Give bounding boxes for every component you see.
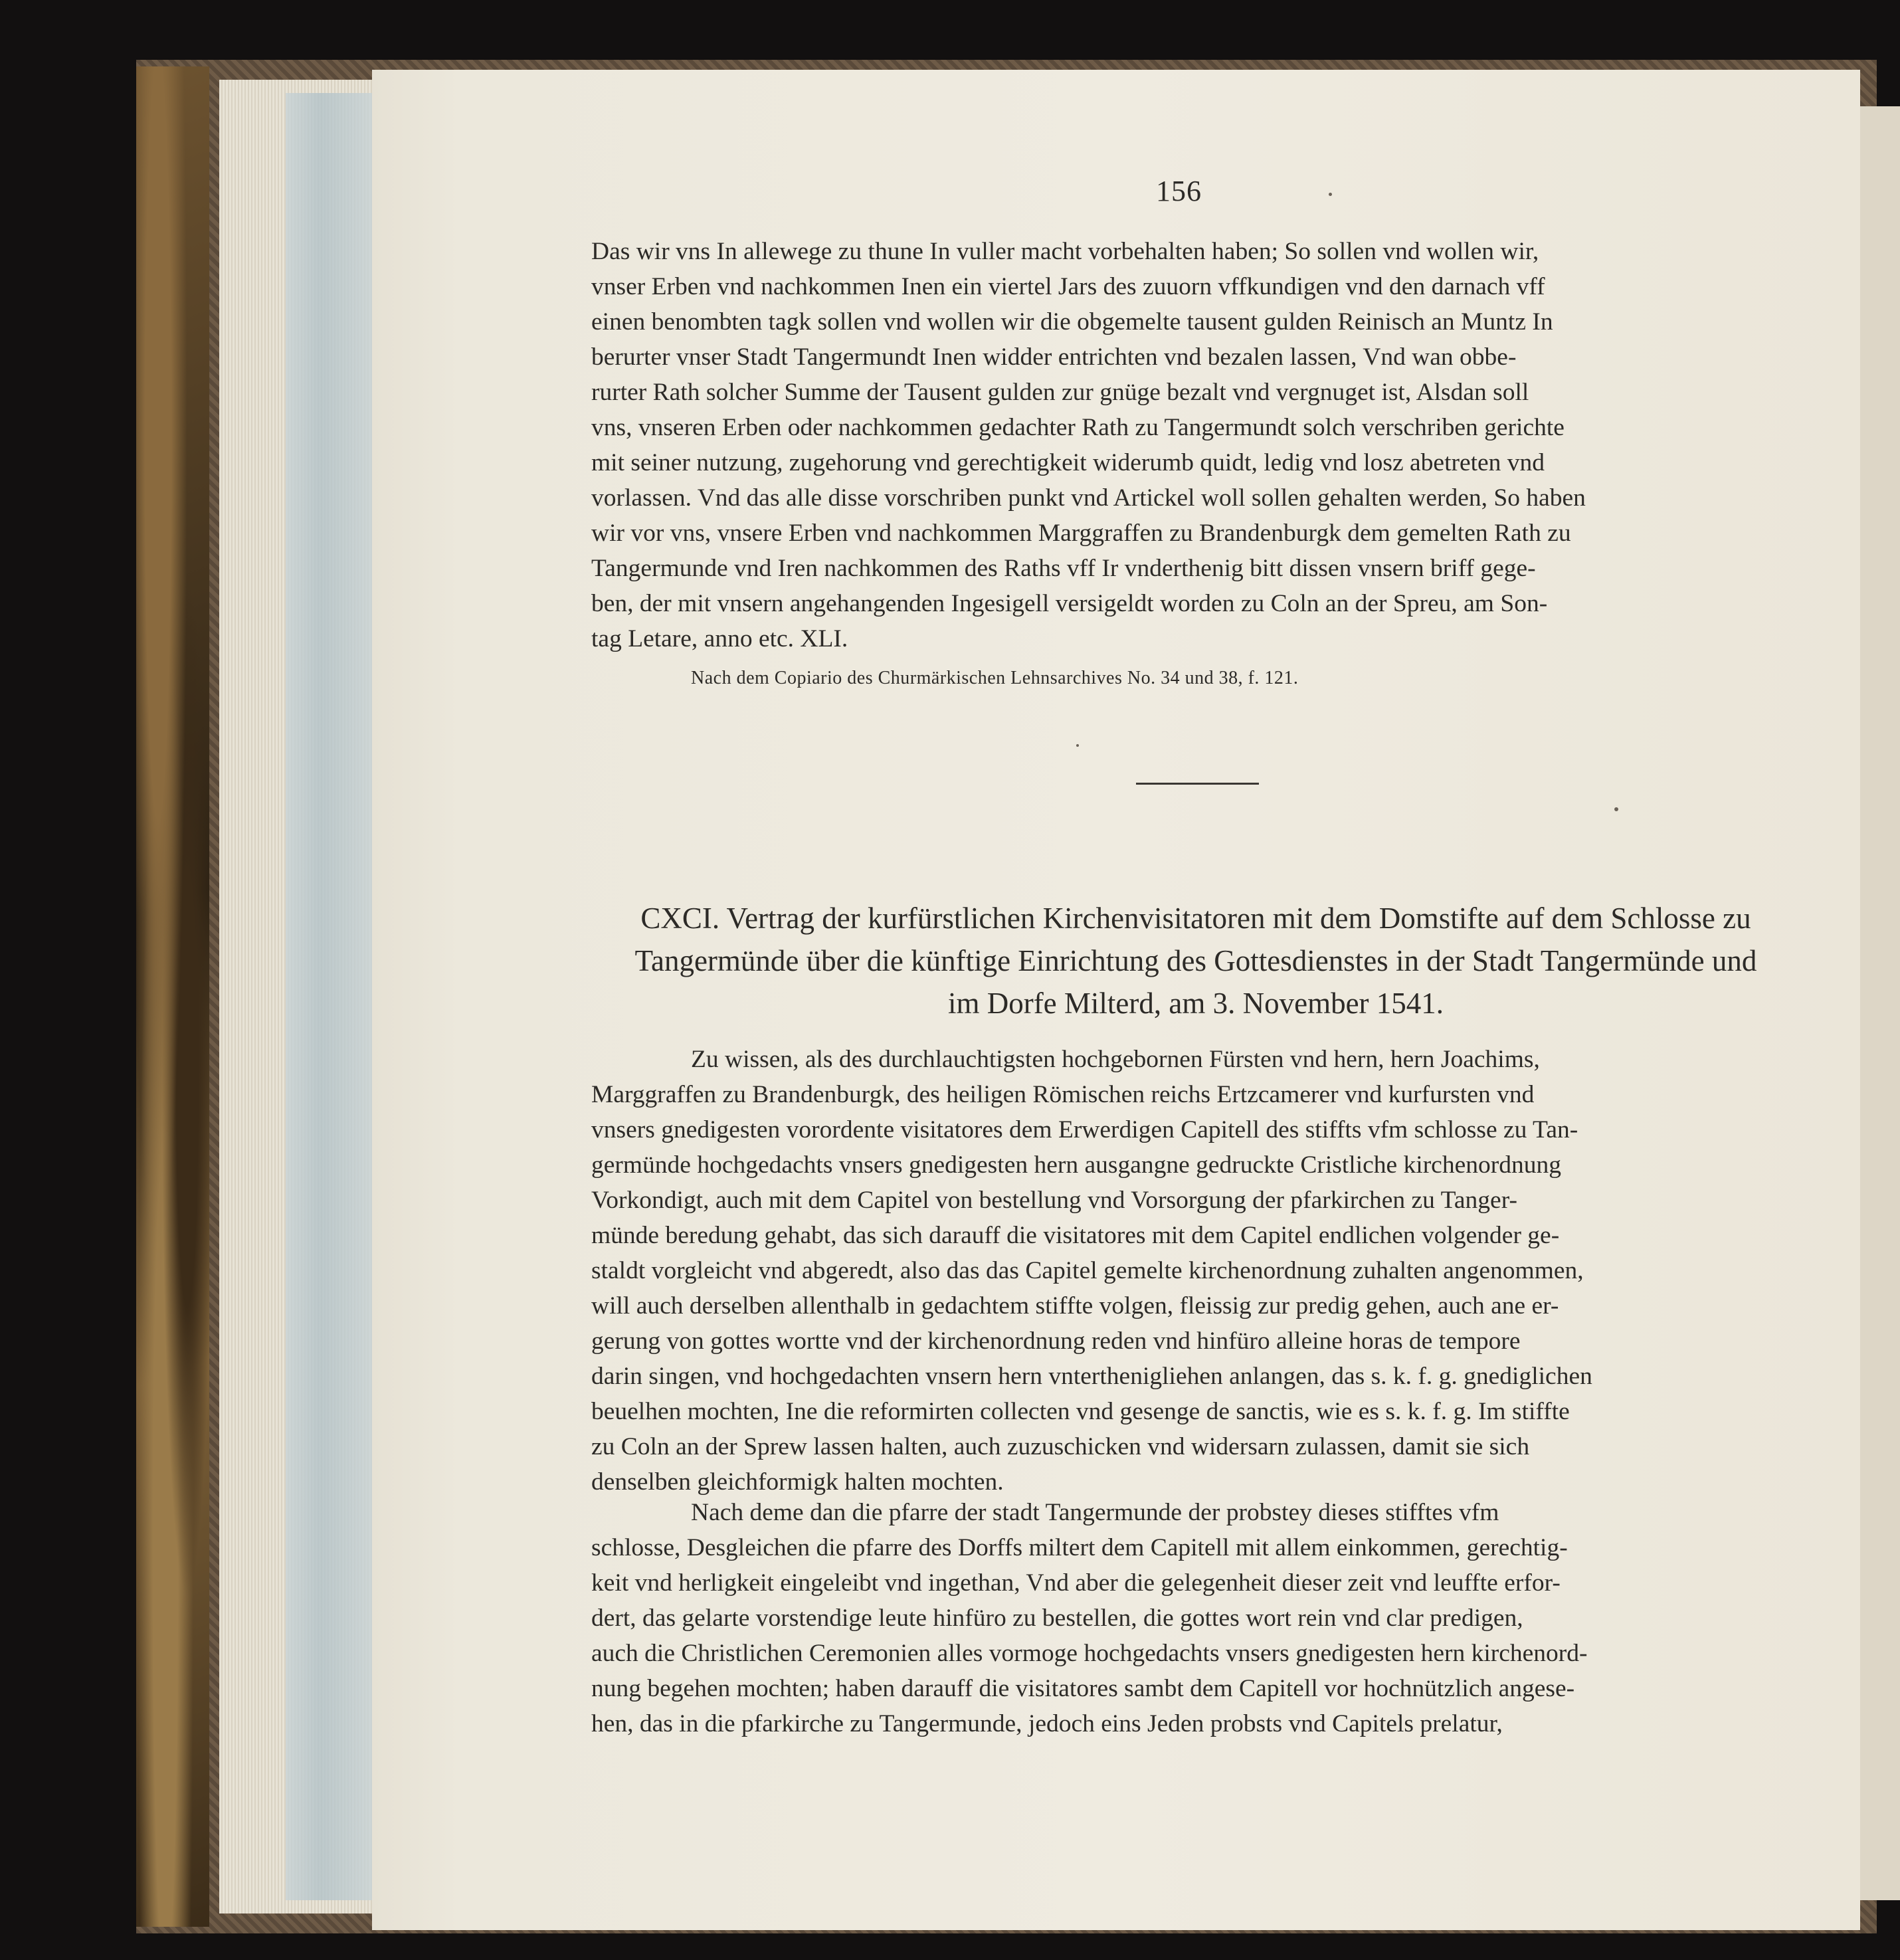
text-line: Tangermunde vnd Iren nachkommen des Raths vff Ir vnderthenig bitt dissen vnsern briff gege- [591, 555, 1536, 582]
paragraph-3 [591, 1495, 1800, 1741]
text-line: staldt vorgleicht vnd abgeredt, also das das Capitel gemelte kirchenordnung zuhalten angenommen, [591, 1257, 1584, 1284]
text-line: darin singen, vnd hochgedachten vnsern hern vnterthenigliehen anlangen, das s. k. f. g. gnediglichen [591, 1363, 1592, 1390]
text-line: vorlassen. Vnd das alle disse vorschriben punkt vnd Artickel woll sollen gehalten werden, So haben [591, 484, 1586, 512]
paper-speck [1614, 807, 1618, 811]
text-line: Zu wissen, als des durchlauchtigsten hochgebornen Fürsten vnd hern, hern Joachims, [691, 1046, 1540, 1073]
page-edge-tint [286, 93, 372, 1900]
heading-line: im Dorfe Milterd, am 3. November 1541. [947, 987, 1444, 1020]
text-line: gerung von gottes wortte vnd der kirchenordnung reden vnd hinfüro alleine horas de tempore [591, 1327, 1521, 1355]
text-line: vns, vnseren Erben oder nachkommen gedachter Rath zu Tangermundt solch verschriben gerichte [591, 414, 1565, 441]
section-divider [1136, 783, 1259, 785]
text-line: germünde hochgedachts vnsers gnedigesten hern ausgangne gedruckte Cristliche kirchenordnung [591, 1151, 1561, 1179]
text-line: schlosse, Desgleichen die pfarre des Dorffs miltert dem Capitell mit allem einkommen, gerechtig- [591, 1534, 1568, 1561]
text-line: Nach deme dan die pfarre der stadt Tangermunde der probstey dieses stifftes vfm [691, 1499, 1499, 1526]
paragraph-1 [591, 234, 1800, 656]
heading-line: Tangermünde über die künftige Einrichtung des Gottesdienstes in der Stadt Tangermünde und [634, 944, 1757, 977]
source-note: Nach dem Copiario des Churmärkischen Lehnsarchives No. 34 und 38, f. 121. [691, 668, 1299, 688]
text-line: keit vnd herligkeit eingeleibt vnd ingethan, Vnd aber die gelegenheit dieser zeit vnd leuffte erfor- [591, 1569, 1561, 1597]
paper-speck [1076, 744, 1079, 747]
text-line: beuelhen mochten, Ine die reformirten collecten vnd gesenge de sanctis, wie es s. k. f. g. Im stiffte [591, 1398, 1570, 1425]
heading-line: CXCI. Vertrag der kurfürstlichen Kirchenvisitatoren mit dem Domstifte auf dem Schlosse zu [640, 902, 1751, 935]
text-line: Marggraffen zu Brandenburgk, des heiligen Römischen reichs Ertzcamerer vnd kurfursten vnd [591, 1081, 1535, 1108]
text-line: zu Coln an der Sprew lassen halten, auch zuzuschicken vnd widersarn zulassen, damit sie sich [591, 1433, 1530, 1460]
paragraph-2 [591, 1042, 1800, 1500]
text-line: einen benombten tagk sollen vnd wollen wir die obgemelte tausent gulden Reinisch an Muntz In [591, 308, 1553, 336]
text-line: Vorkondigt, auch mit dem Capitel von bestellung vnd Vorsorgung der pfarkirchen zu Tanger- [591, 1187, 1517, 1214]
paper-speck [1329, 193, 1332, 196]
text-line: nung begehen mochten; haben darauff die visitatores sambt dem Capitell vor hochnützlich angese- [591, 1675, 1575, 1702]
text-line: vnsers gnedigesten vorordente visitatores dem Erwerdigen Capitell des stiffts vfm schlosse zu Tan- [591, 1116, 1578, 1143]
facing-page-edge [1860, 106, 1900, 1900]
text-line: wir vor vns, vnsere Erben vnd nachkommen Marggraffen zu Brandenburgk dem gemelten Rath zu [591, 520, 1571, 547]
text-line: auch die Christlichen Ceremonien alles vormoge hochgedachts vnsers gnedigesten hern kirchenord- [591, 1640, 1588, 1667]
text-line: denselben gleichformigk halten mochten. [591, 1468, 1004, 1496]
text-line: berurter vnser Stadt Tangermundt Inen widder entrichten vnd bezalen lassen, Vnd wan obbe- [591, 343, 1517, 371]
text-line: Das wir vns In allewege zu thune In vuller macht vorbehalten haben; So sollen vnd wollen wir, [591, 238, 1539, 265]
document-heading [591, 897, 1800, 1025]
text-line: vnser Erben vnd nachkommen Inen ein viertel Jars des zuuorn vffkundigen vnd den darnach vff [591, 273, 1545, 300]
text-line: tag Letare, anno etc. XLI. [591, 625, 848, 652]
marbled-board [136, 66, 209, 1927]
text-line: dert, das gelarte vorstendige leute hinfüro zu bestellen, die gottes wort rein vnd clar predigen, [591, 1605, 1523, 1632]
text-line: ben, der mit vnsern angehangenden Ingesigell versigeldt worden zu Coln an der Spreu, am Son- [591, 590, 1548, 617]
text-line: will auch derselben allenthalb in gedachtem stiffte volgen, fleissig zur predig gehen, auch ane er- [591, 1292, 1559, 1320]
text-line: mit seiner nutzung, zugehorung vnd gerechtigkeit widerumb quidt, ledig vnd losz abetreten vnd [591, 449, 1545, 476]
text-line: rurter Rath solcher Summe der Tausent gulden zur gnüge bezalt vnd vergnuget ist, Alsdan soll [591, 379, 1529, 406]
text-line: münde beredung gehabt, das sich darauff die visitatores mit dem Capitel endlichen volgender ge- [591, 1222, 1560, 1249]
page-number: 156 [1156, 175, 1202, 207]
text-line: hen, das in die pfarkirche zu Tangermunde, jedoch eins Jeden probsts vnd Capitels prelatur, [591, 1710, 1503, 1737]
